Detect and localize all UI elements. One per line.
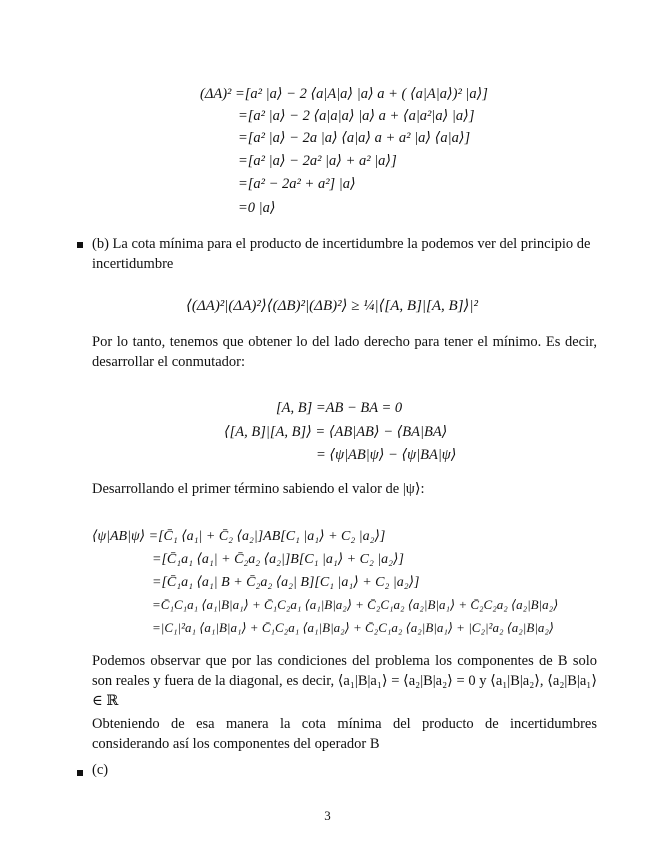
expansion-line-4: =C̄₁C₁a₁ ⟨a₁|B|a₁⟩ + C̄₁C₂a₁ ⟨a₁|B|a₂⟩ + C̄₂C₁a₂ ⟨a₂|B|a₁⟩ + C̄₂C₂a₂ ⟨a₂|B|a₂⟩: [152, 597, 559, 612]
section-c-label: (c): [92, 762, 109, 778]
commutator-line-3: = ⟨ψ|AB|ψ⟩ − ⟨ψ|BA|ψ⟩: [316, 447, 457, 463]
page-number: 3: [324, 808, 331, 823]
section-b-para-1: Por lo tanto, tenemos que obtener lo del lado derecho para tener el mínimo. Es decir, desarrollar el conmutador:: [92, 334, 597, 370]
eq1-line-5: =[a² − 2a² + a²] |a⟩: [238, 176, 356, 192]
section-b-para-3: Podemos observar que por las condiciones del problema los componentes de B solo son reales y fuera de la diagonal, es decir, ⟨a₁|B|a₁⟩ = ⟨a₂|B|a₂⟩ = 0 y ⟨a₁|B|a₂⟩, ⟨a₂|B|a₁⟩ ∈ ℝ: [92, 653, 597, 709]
section-b-para-4: Obteniendo de esa manera la cota mínima del producto de incertidumbres considerando así los componentes del operador B: [92, 716, 597, 752]
eq1-line-4: =[a² |a⟩ − 2a² |a⟩ + a² |a⟩]: [238, 153, 397, 169]
eq1-line-6: =0 |a⟩: [238, 200, 276, 216]
section-b-intro: (b) La cota mínima para el producto de incertidumbre la podemos ver del principio de incertidumbre: [92, 236, 591, 272]
eq1-line-1: (ΔA)² =[a² |a⟩ − 2 ⟨a|A|a⟩ |a⟩ a + ( ⟨a|A|a⟩)² |a⟩]: [200, 86, 488, 102]
expansion-line-3: =[C̄₁a₁ ⟨a₁| B + C̄₂a₂ ⟨a₂| B][C₁ |a₁⟩ + C₂ |a₂⟩]: [152, 575, 420, 590]
commutator-line-1: [A, B] =AB − BA = 0: [276, 400, 403, 416]
section-b-para-2: Desarrollando el primer término sabiendo el valor de |ψ⟩:: [92, 481, 425, 497]
expansion-line-5: =|C₁|²a₁ ⟨a₁|B|a₁⟩ + C̄₁C₂a₁ ⟨a₁|B|a₂⟩ + C̄₂C₁a₂ ⟨a₂|B|a₁⟩ + |C₂|²a₂ ⟨a₂|B|a₂⟩: [152, 620, 554, 635]
bullet-b-marker: [77, 242, 83, 248]
eq1-line-3: =[a² |a⟩ − 2a |a⟩ ⟨a|a⟩ a + a² |a⟩ ⟨a|a⟩]: [238, 130, 471, 146]
uncertainty-inequality: ⟨(ΔA)²|(ΔA)²⟩⟨(ΔB)²|(ΔB)²⟩ ≥ ¼|⟨[A, B]|[A, B]⟩|²: [186, 298, 479, 314]
expansion-line-2: =[C̄₁a₁ ⟨a₁| + C̄₂a₂ ⟨a₂|]B[C₁ |a₁⟩ + C₂ |a₂⟩]: [152, 552, 404, 567]
expansion-line-1: ⟨ψ|AB|ψ⟩ =[C̄₁ ⟨a₁| + C̄₂ ⟨a₂|]AB[C₁ |a₁⟩ + C₂ |a₂⟩]: [92, 529, 386, 544]
commutator-line-2: ⟨[A, B]|[A, B]⟩ = ⟨AB|AB⟩ − ⟨BA|BA⟩: [224, 424, 448, 440]
eq1-line-2: =[a² |a⟩ − 2 ⟨a|a|a⟩ |a⟩ a + ⟨a|a²|a⟩ |a⟩]: [238, 108, 475, 124]
bullet-c-marker: [77, 770, 83, 776]
